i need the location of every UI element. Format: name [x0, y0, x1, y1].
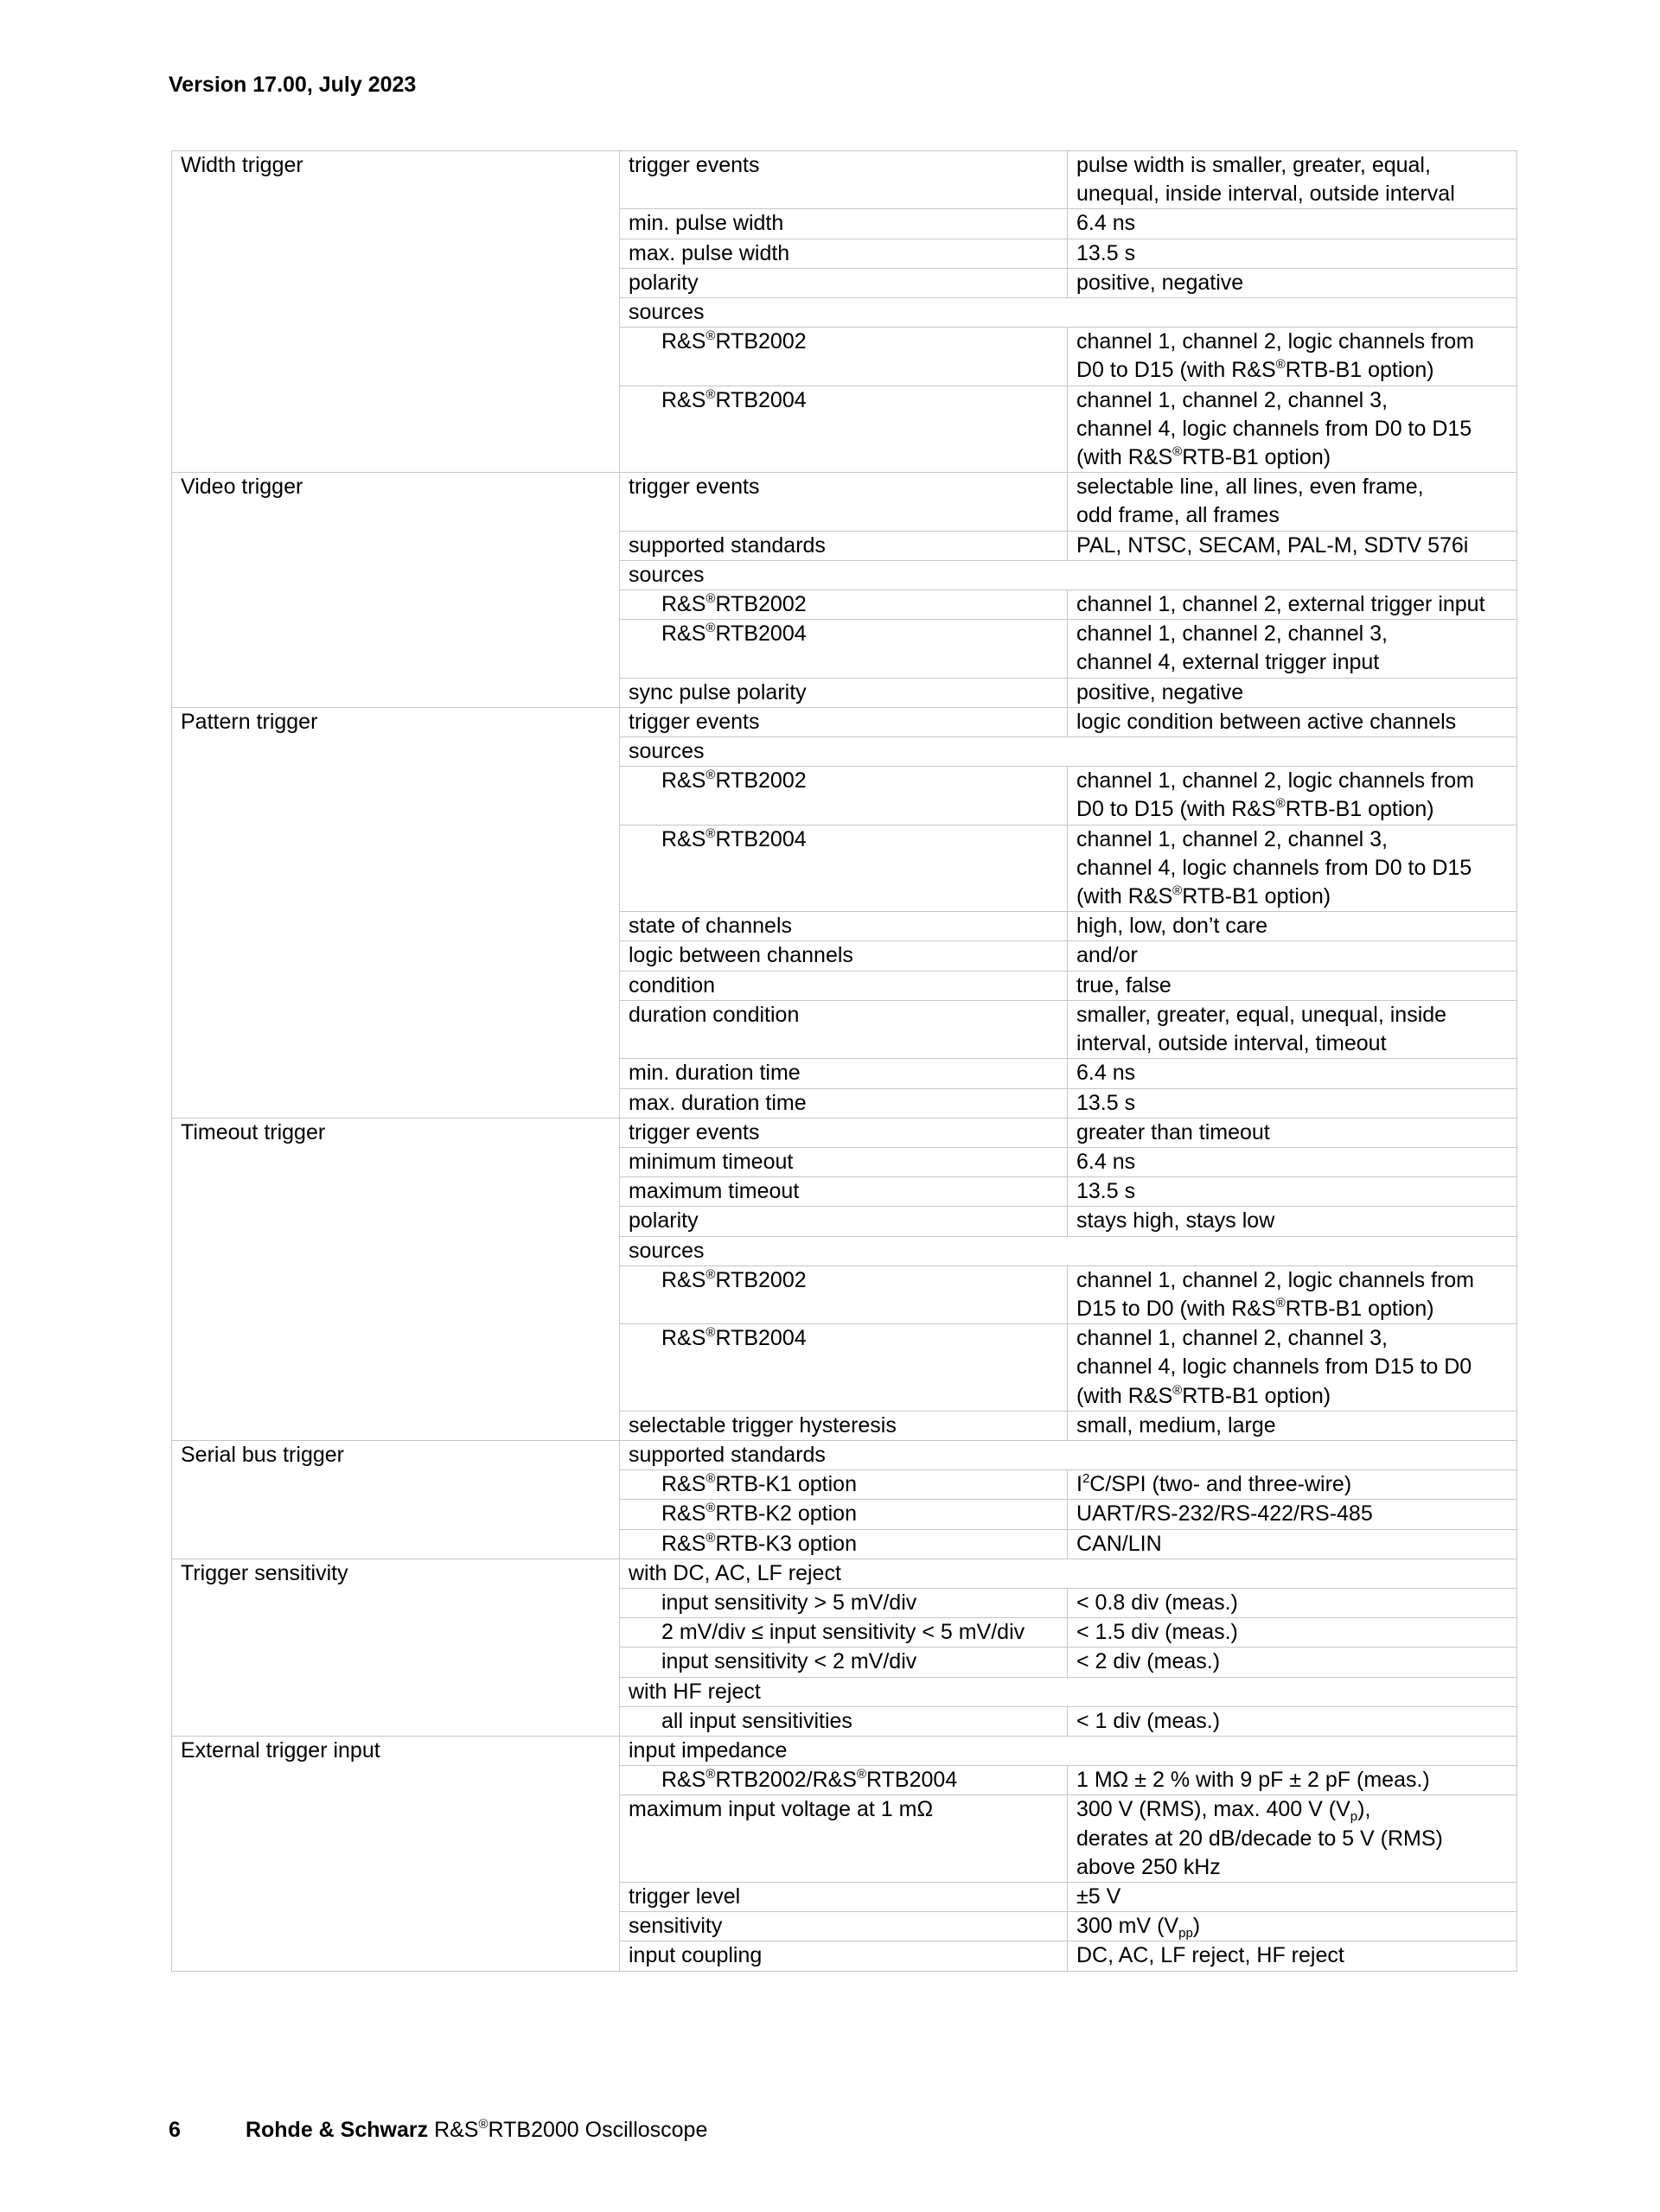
spec-value-line: small, medium, large [1076, 1412, 1276, 1437]
header-version: Version 17.00, July 2023 [169, 73, 417, 97]
spec-parameter: input coupling [620, 1941, 1068, 1971]
spec-value-line: (with R&S®RTB-B1 option) [1076, 1382, 1331, 1408]
spec-value-line: (with R&S®RTB-B1 option) [1076, 883, 1331, 909]
spec-parameter: R&S®RTB2004 [620, 620, 1068, 678]
spec-value-line: D0 to D15 (with R&S®RTB-B1 option) [1076, 796, 1434, 822]
spec-parameter: supported standards [620, 1440, 1517, 1469]
spec-parameter: supported standards [620, 531, 1068, 560]
spec-value [1068, 971, 1517, 1000]
spec-parameter: R&S®RTB-K3 option [620, 1529, 1068, 1559]
spec-value-line: (with R&S®RTB-B1 option) [1076, 444, 1331, 470]
spec-value-line: channel 1, channel 2, logic channels from [1076, 768, 1475, 794]
spec-value-line: $I^2C$/SPI (two- and three-wire) [1076, 1471, 1352, 1497]
spec-value-line: 300 mV $(V_{pp})$ [1076, 1914, 1201, 1941]
spec-value-line: 6.4 ns [1076, 211, 1136, 236]
spec-value-line: 6.4 ns [1076, 1061, 1136, 1086]
spec-row [172, 1736, 1517, 1765]
spec-value [1068, 1000, 1517, 1058]
spec-value-line: odd frame, all frames [1076, 503, 1280, 528]
spec-value [1068, 941, 1517, 971]
spec-row [172, 473, 1517, 531]
spec-parameter: sources [620, 560, 1517, 590]
spec-value [1068, 1207, 1517, 1236]
spec-value-line: channel 1, channel 2, channel 3, [1076, 826, 1388, 851]
spec-value-line: logic condition between active channels [1076, 709, 1457, 734]
spec-parameter: sources [620, 737, 1517, 767]
spec-value [1068, 825, 1517, 912]
spec-value-line: 300 V (RMS), max. 400 V $(V_p)$, [1076, 1797, 1371, 1825]
spec-value-line: UART/RS-232/RS-422/RS-485 [1076, 1501, 1373, 1527]
spec-parameter: min. duration time [620, 1059, 1068, 1088]
spec-parameter: with HF reject [620, 1677, 1517, 1706]
spec-value [1068, 268, 1517, 297]
spec-value [1068, 1470, 1517, 1500]
spec-parameter: with DC, AC, LF reject [620, 1559, 1517, 1588]
spec-value-line: channel 4, external trigger input [1076, 650, 1380, 675]
spec-value-line: channel 1, channel 2, external trigger input [1076, 592, 1485, 617]
spec-value [1068, 767, 1517, 825]
spec-value [1068, 1147, 1517, 1176]
spec-value-line: unequal, inside interval, outside interval [1076, 182, 1455, 207]
spec-parameter: logic between channels [620, 941, 1068, 971]
spec-row [172, 1440, 1517, 1469]
footer-product: R&S®RTB2000 Oscilloscope [434, 2117, 708, 2142]
spec-parameter: R&S®RTB2002 [620, 1265, 1068, 1323]
spec-value [1068, 473, 1517, 531]
spec-parameter: condition [620, 971, 1068, 1000]
spec-parameter: R&S®RTB-K2 option [620, 1500, 1068, 1529]
spec-value-line: true, false [1076, 972, 1172, 998]
spec-value-line: positive, negative [1076, 679, 1244, 704]
spec-value [1068, 1177, 1517, 1207]
spec-value-line: smaller, greater, equal, unequal, inside [1076, 1002, 1447, 1027]
spec-value [1068, 239, 1517, 268]
spec-parameter: trigger level [620, 1882, 1068, 1911]
spec-parameter: trigger events [620, 473, 1068, 531]
spec-parameter: R&S®RTB2002 [620, 590, 1068, 620]
section-name: Video trigger [172, 473, 620, 708]
section-name: Pattern trigger [172, 707, 620, 1118]
spec-table [171, 150, 1517, 1972]
spec-parameter: R&S®RTB-K1 option [620, 1470, 1068, 1500]
spec-value-line: < 1 div (meas.) [1076, 1708, 1221, 1733]
spec-value-line: channel 1, channel 2, logic channels from [1076, 1267, 1475, 1292]
spec-value-line: D15 to D0 (with R&S®RTB-B1 option) [1076, 1295, 1434, 1321]
spec-value-line: channel 1, channel 2, logic channels from [1076, 329, 1475, 354]
spec-value-line: channel 1, channel 2, channel 3, [1076, 1326, 1388, 1351]
spec-value [1068, 1059, 1517, 1088]
spec-row [172, 151, 1517, 209]
spec-value [1068, 1588, 1517, 1617]
spec-value [1068, 1500, 1517, 1529]
spec-parameter: 2 mV/div ≤ input sensitivity < 5 mV/div [620, 1618, 1068, 1648]
spec-value [1068, 1529, 1517, 1559]
spec-parameter: state of channels [620, 912, 1068, 941]
spec-parameter: input sensitivity > 5 mV/div [620, 1588, 1068, 1617]
spec-value-line: ±5 V [1076, 1884, 1121, 1909]
spec-parameter: sensitivity [620, 1912, 1068, 1941]
spec-value [1068, 386, 1517, 473]
spec-parameter: trigger events [620, 151, 1068, 209]
spec-parameter: max. pulse width [620, 239, 1068, 268]
spec-value-line: DC, AC, LF reject, HF reject [1076, 1943, 1344, 1968]
spec-value [1068, 1324, 1517, 1412]
spec-value-line: greater than timeout [1076, 1119, 1270, 1144]
spec-parameter: minimum timeout [620, 1147, 1068, 1176]
spec-parameter: input sensitivity < 2 mV/div [620, 1648, 1068, 1677]
spec-value [1068, 1941, 1517, 1971]
spec-value-line: 13.5 s [1076, 240, 1136, 265]
spec-parameter: trigger events [620, 1118, 1068, 1147]
spec-parameter: min. pulse width [620, 209, 1068, 239]
spec-value-line: 6.4 ns [1076, 1149, 1136, 1174]
spec-value-line: < 2 div (meas.) [1076, 1649, 1221, 1674]
spec-value [1068, 1766, 1517, 1795]
section-name: Trigger sensitivity [172, 1559, 620, 1736]
spec-value-line: channel 4, logic channels from D0 to D15 [1076, 416, 1472, 441]
spec-value [1068, 1411, 1517, 1440]
spec-value-line: < 1.5 div (meas.) [1076, 1620, 1238, 1645]
spec-value-line: PAL, NTSC, SECAM, PAL-M, SDTV 576i [1076, 532, 1469, 558]
footer-brand: Rohde & Schwarz [245, 2118, 429, 2142]
spec-value [1068, 1118, 1517, 1147]
spec-value-line: CAN/LIN [1076, 1531, 1162, 1556]
spec-parameter: R&S®RTB2002 [620, 767, 1068, 825]
spec-value-line: high, low, don’t care [1076, 914, 1267, 939]
spec-parameter: R&S®RTB2004 [620, 1324, 1068, 1412]
spec-row [172, 1118, 1517, 1147]
spec-value [1068, 678, 1517, 707]
spec-value [1068, 590, 1517, 620]
spec-value [1068, 1795, 1517, 1883]
spec-value-line: channel 4, logic channels from D15 to D0 [1076, 1355, 1472, 1380]
spec-value [1068, 209, 1517, 239]
spec-value-line: < 0.8 div (meas.) [1076, 1590, 1238, 1615]
spec-parameter: trigger events [620, 707, 1068, 736]
spec-value-line: interval, outside interval, timeout [1076, 1031, 1387, 1056]
spec-value [1068, 328, 1517, 386]
spec-parameter: all input sensitivities [620, 1706, 1068, 1736]
spec-value-line: channel 4, logic channels from D0 to D15 [1076, 855, 1472, 880]
spec-parameter: R&S®RTB2004 [620, 825, 1068, 912]
spec-parameter: polarity [620, 268, 1068, 297]
spec-value [1068, 151, 1517, 209]
spec-value-line: and/or [1076, 943, 1138, 968]
spec-value [1068, 912, 1517, 941]
spec-value-line: D0 to D15 (with R&S®RTB-B1 option) [1076, 357, 1434, 383]
spec-value-line: channel 1, channel 2, channel 3, [1076, 387, 1388, 412]
spec-value-line: 13.5 s [1076, 1090, 1136, 1115]
spec-parameter: maximum input voltage at 1 mΩ [620, 1795, 1068, 1883]
spec-parameter: input impedance [620, 1736, 1517, 1765]
spec-parameter: selectable trigger hysteresis [620, 1411, 1068, 1440]
spec-value-line: derates at 20 dB/decade to 5 V (RMS) [1076, 1826, 1443, 1851]
spec-parameter: duration condition [620, 1000, 1068, 1058]
spec-parameter: polarity [620, 1207, 1068, 1236]
spec-value-line: 1 MΩ ± 2 % with 9 pF ± 2 pF (meas.) [1076, 1768, 1430, 1793]
spec-value-line: 13.5 s [1076, 1179, 1136, 1204]
spec-parameter: max. duration time [620, 1088, 1068, 1118]
spec-parameter: R&S®RTB2002 [620, 328, 1068, 386]
spec-value [1068, 531, 1517, 560]
spec-row [172, 1559, 1517, 1588]
spec-value [1068, 1265, 1517, 1323]
spec-value [1068, 1882, 1517, 1911]
spec-value [1068, 707, 1517, 736]
spec-value-line: selectable line, all lines, even frame, [1076, 475, 1424, 500]
footer [169, 2118, 707, 2143]
spec-value [1068, 1618, 1517, 1648]
section-name: Timeout trigger [172, 1118, 620, 1440]
spec-value-line: pulse width is smaller, greater, equal, [1076, 153, 1431, 177]
section-name: Width trigger [172, 151, 620, 473]
spec-parameter: R&S®RTB2004 [620, 386, 1068, 473]
spec-parameter: sources [620, 1236, 1517, 1265]
page-number: 6 [169, 2118, 181, 2142]
spec-value [1068, 1706, 1517, 1736]
spec-parameter: sync pulse polarity [620, 678, 1068, 707]
section-name: External trigger input [172, 1736, 620, 1971]
spec-value-line: positive, negative [1076, 270, 1244, 295]
spec-value [1068, 1088, 1517, 1118]
spec-value [1068, 1648, 1517, 1677]
spec-parameter: R&S®RTB2002/R&S®RTB2004 [620, 1766, 1068, 1795]
section-name: Serial bus trigger [172, 1440, 620, 1559]
spec-value-line: above 250 kHz [1076, 1854, 1221, 1879]
spec-parameter: maximum timeout [620, 1177, 1068, 1207]
spec-value-line: channel 1, channel 2, channel 3, [1076, 622, 1388, 647]
spec-value [1068, 1912, 1517, 1941]
spec-parameter: sources [620, 298, 1517, 328]
spec-value [1068, 620, 1517, 678]
spec-value-line: stays high, stays low [1076, 1208, 1275, 1233]
spec-row [172, 707, 1517, 736]
